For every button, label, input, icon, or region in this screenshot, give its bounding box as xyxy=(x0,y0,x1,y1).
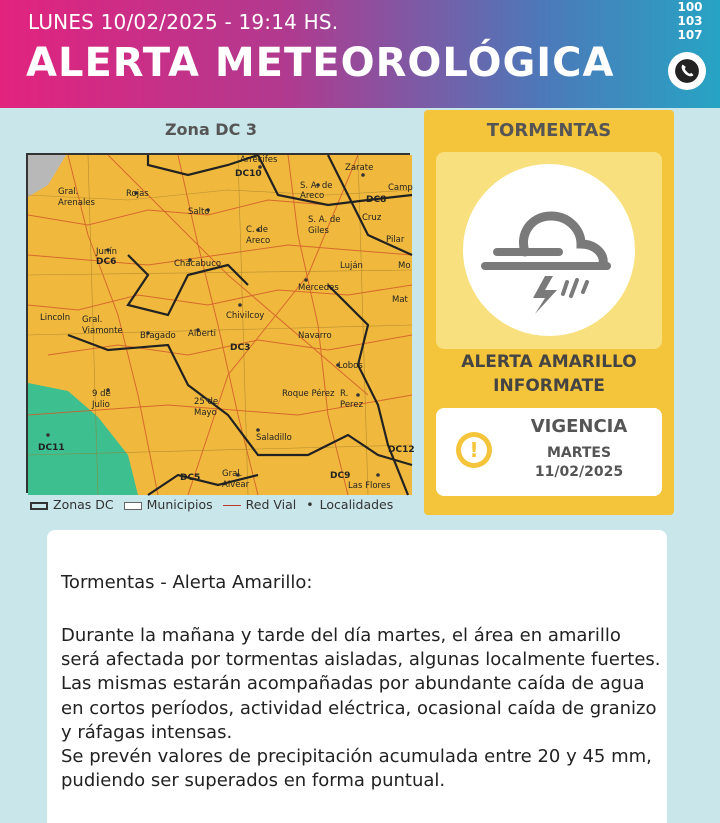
map-label: Lincoln xyxy=(40,313,71,323)
map-label: Navarro xyxy=(298,331,332,341)
map-label: Camp xyxy=(388,183,413,193)
map-label: 9 de Julio xyxy=(92,389,111,410)
emergency-phones xyxy=(672,0,708,42)
map-label: Las Flores xyxy=(348,481,391,491)
alert-panel xyxy=(424,110,674,515)
map-panel xyxy=(0,108,422,518)
map-label: C. de Areco xyxy=(246,225,271,246)
phone-icon[interactable] xyxy=(668,52,706,90)
zone-title: Zona DC 3 xyxy=(164,120,258,139)
map-label: Rojas xyxy=(126,189,149,199)
map-label: Gral. Viamonte xyxy=(82,315,123,336)
validity-box xyxy=(436,408,662,496)
map-label: Pilar xyxy=(386,235,405,245)
map-label: Junín xyxy=(96,247,118,257)
map-label: Chivilcoy xyxy=(226,311,265,321)
description-heading: Tormentas - Alerta Amarillo: xyxy=(61,572,313,593)
icon-panel xyxy=(436,152,662,349)
map-label: Zarate xyxy=(345,163,374,173)
map-label: DC3 xyxy=(230,343,251,353)
map-label: Cruz xyxy=(362,213,382,223)
phone-number[interactable]: 103 xyxy=(677,14,703,28)
map-label: R. Perez xyxy=(340,389,364,410)
map-label: Luján xyxy=(340,261,363,271)
page-title: ALERTA METEOROLÓGICA xyxy=(26,40,615,86)
map-label: Chacabuco xyxy=(174,259,222,269)
storm-cloud-icon xyxy=(463,164,635,336)
map-label: Gral. Alvear xyxy=(222,469,250,490)
alert-type-title: TORMENTAS xyxy=(486,120,612,141)
map-label: 25 de Mayo xyxy=(194,397,219,418)
description-body xyxy=(61,624,661,793)
map-label: DC10 xyxy=(235,169,262,179)
zone-map[interactable] xyxy=(26,153,415,493)
map-label: Mercedes xyxy=(298,283,339,293)
exclamation-icon: ! xyxy=(456,432,492,468)
map-label: Alberti xyxy=(188,329,216,339)
map-label: S. A. de Giles xyxy=(308,215,341,236)
phone-number[interactable]: 100 xyxy=(677,0,703,14)
phone-number[interactable]: 107 xyxy=(677,28,703,42)
map-label: Salto xyxy=(188,207,210,217)
legend-zones: Zonas DC xyxy=(30,497,114,512)
map-label: Bragado xyxy=(140,331,176,341)
description-card xyxy=(47,530,667,823)
map-label: Mat xyxy=(392,295,408,305)
validity-title: VIGENCIA xyxy=(530,416,628,437)
map-label: S. A. de Areco xyxy=(300,181,333,201)
map-label: Gral. Arenales xyxy=(58,187,95,208)
date-time: LUNES 10/02/2025 - 19:14 HS. xyxy=(28,10,339,34)
map-label: DC6 xyxy=(96,257,117,267)
legend-municipalities: Municipios xyxy=(124,497,213,512)
map-label: DC5 xyxy=(180,473,201,483)
map-label: Lobos xyxy=(338,361,363,371)
validity-date: MARTES 11/02/2025 xyxy=(534,445,624,480)
map-label: Saladillo xyxy=(256,433,292,443)
map-label: DC9 xyxy=(330,471,351,481)
legend-localities: • Localidades xyxy=(306,497,394,512)
alert-level: ALERTA AMARILLO INFORMATE xyxy=(461,352,637,396)
description-paragraph: Durante la mañana y tarde del día martes, el área en amarillo será afectada por tormentas aisladas, algunas localmente fuertes. Las mismas estarán acompañadas por abundante caída de agua en cortos períodos, actividad eléctrica, ocasional caída de granizo y ráfagas intensas. xyxy=(61,625,661,743)
description-paragraph: Se prevén valores de precipitación acumulada entre 20 y 45 mm, pudiendo ser superados en forma puntual. xyxy=(61,746,652,792)
map-label: Mo xyxy=(398,261,411,271)
map-label: Arrecifes xyxy=(240,155,278,165)
map-label: DC12 xyxy=(388,445,415,455)
map-label: DC8 xyxy=(366,195,387,205)
map-label: Roque Pérez xyxy=(282,389,335,399)
map-legend xyxy=(30,497,393,512)
header xyxy=(0,0,720,108)
map-label: DC11 xyxy=(38,443,65,453)
legend-roads: Red Vial xyxy=(223,497,297,512)
